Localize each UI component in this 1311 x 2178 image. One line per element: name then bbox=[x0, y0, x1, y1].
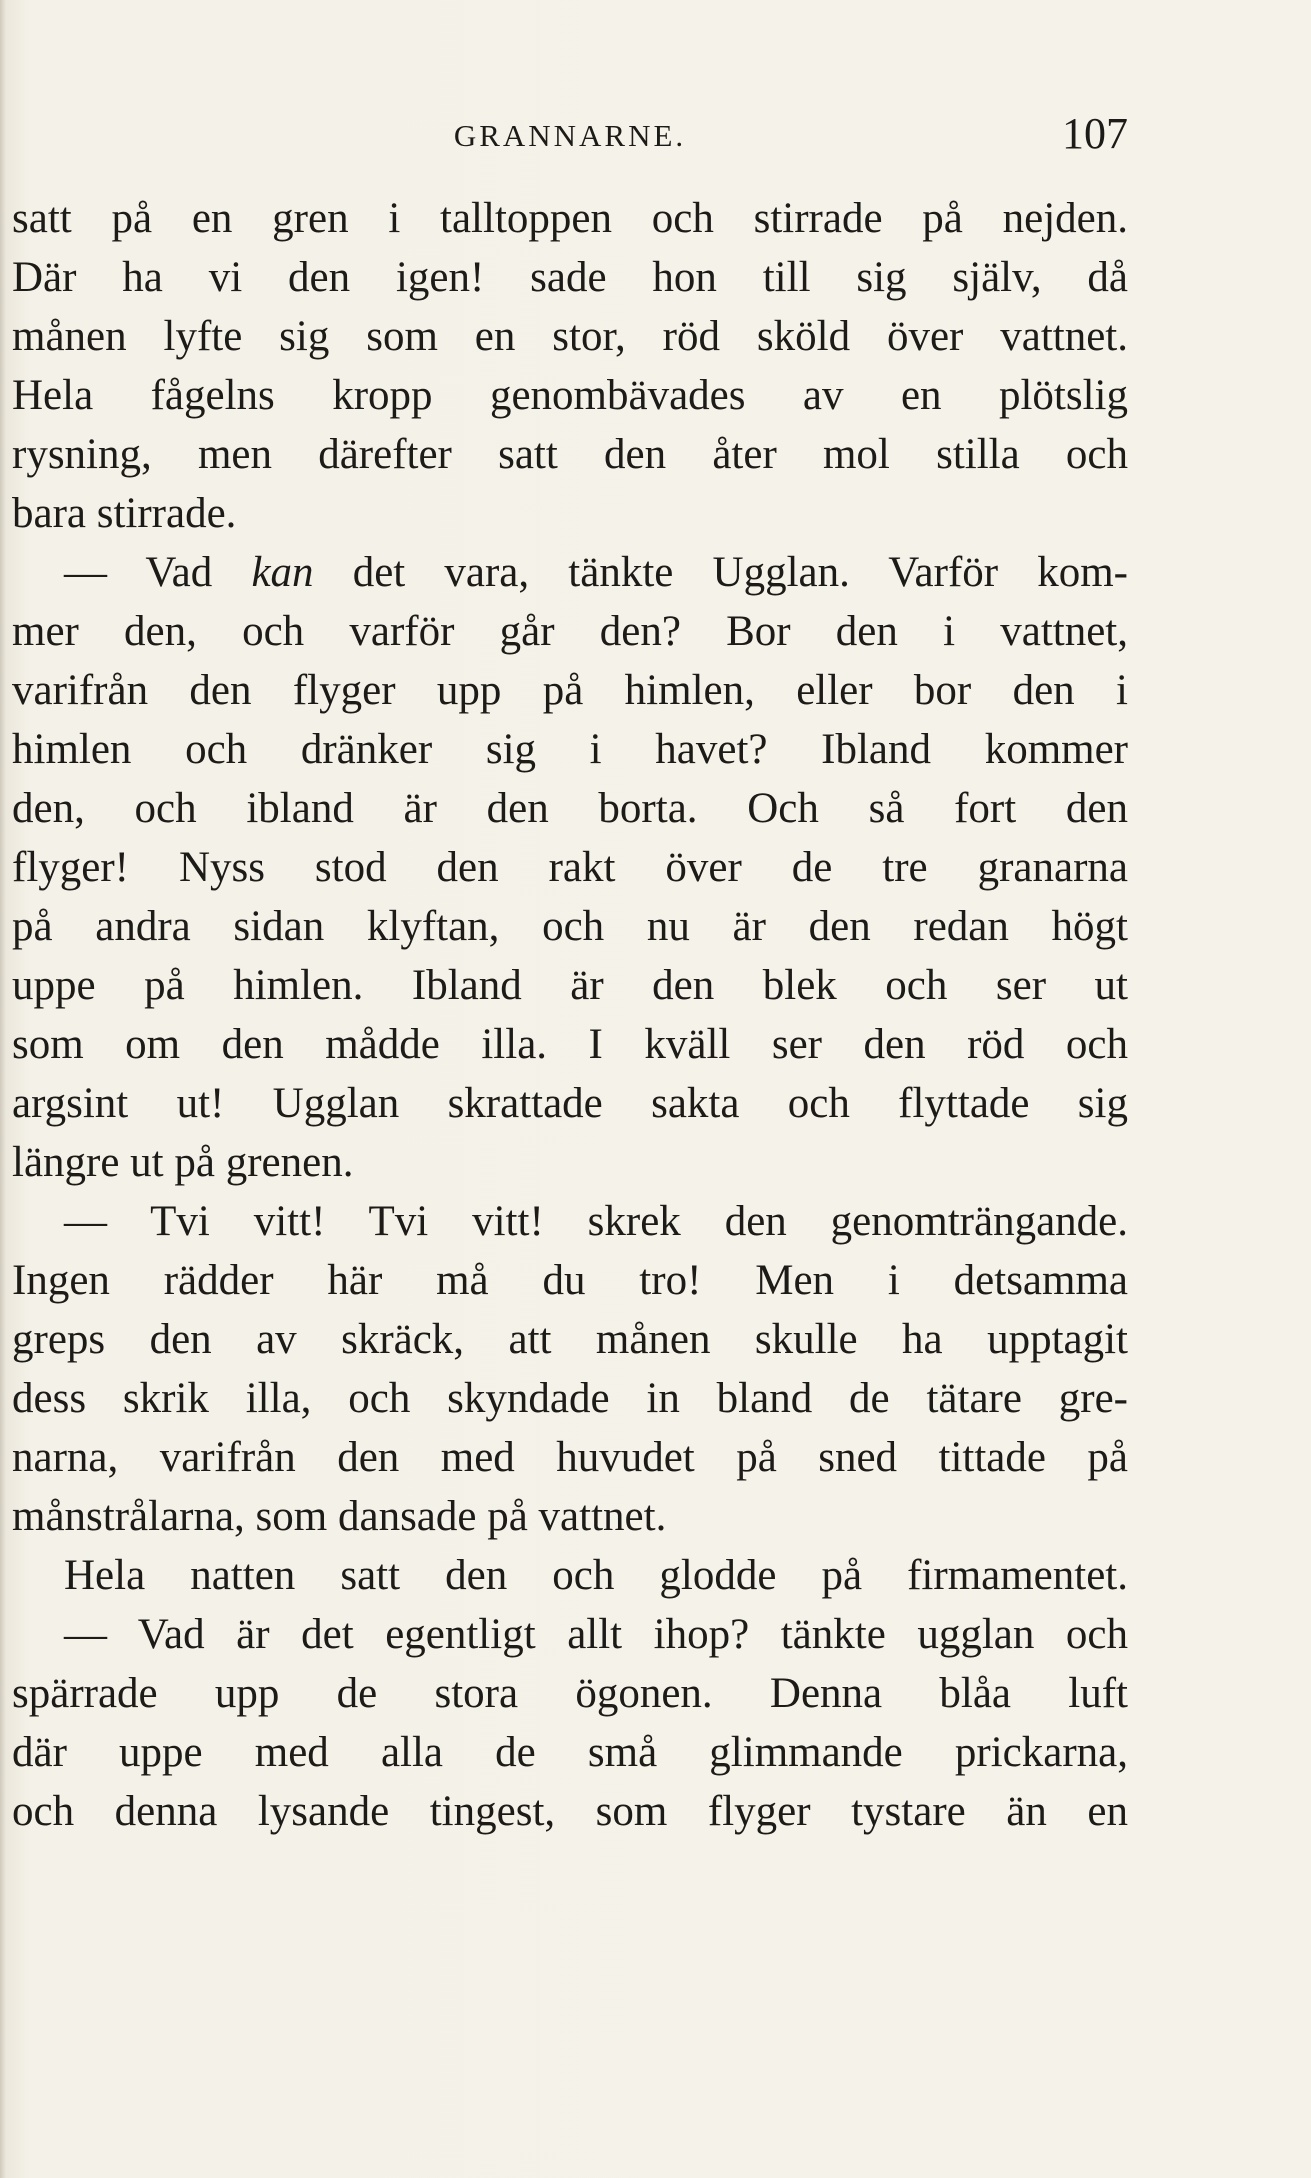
running-title: GRANNARNE. bbox=[453, 118, 687, 153]
text-line: varifrån den flyger upp på himlen, eller bor den i bbox=[12, 667, 1128, 714]
text-line: rysning, men därefter satt den åter mol stilla och bbox=[12, 431, 1128, 478]
text-line: månen lyfte sig som en stor, röd sköld över vattnet. bbox=[12, 313, 1128, 360]
text-line: uppe på himlen. Ibland är den blek och ser ut bbox=[12, 962, 1128, 1009]
text-line: månstrålarna, som dansade på vattnet. bbox=[12, 1493, 667, 1540]
text-line: Ingen rädder här må du tro! Men i detsamma bbox=[12, 1257, 1128, 1304]
text-line: Där ha vi den igen! sade hon till sig själv, då bbox=[12, 254, 1128, 301]
text-line: som om den mådde illa. I kväll ser den röd och bbox=[12, 1021, 1128, 1068]
text-line: Hela fågelns kropp genombävades av en plötslig bbox=[12, 372, 1128, 419]
text-line: och denna lysande tingest, som flyger tystare än en bbox=[12, 1788, 1128, 1835]
text-line: längre ut på grenen. bbox=[12, 1139, 354, 1186]
text-line: greps den av skräck, att månen skulle ha upptagit bbox=[12, 1316, 1128, 1363]
text-line: dess skrik illa, och skyndade in bland de tätare gre- bbox=[12, 1375, 1128, 1422]
emphasized-word: kan bbox=[251, 549, 314, 596]
text-line: på andra sidan klyftan, och nu är den redan högt bbox=[12, 903, 1128, 950]
text-line: narna, varifrån den med huvudet på sned tittade på bbox=[12, 1434, 1128, 1481]
text-line: flyger! Nyss stod den rakt över de tre granarna bbox=[12, 844, 1128, 891]
text-line: spärrade upp de stora ögonen. Denna blåa luft bbox=[12, 1670, 1128, 1717]
text-line: himlen och dränker sig i havet? Ibland kommer bbox=[12, 726, 1128, 773]
text-line: bara stirrade. bbox=[12, 490, 237, 537]
text-line: där uppe med alla de små glimmande prickarna, bbox=[12, 1729, 1128, 1776]
body-text bbox=[12, 189, 1128, 1841]
page-binding-edge bbox=[0, 0, 6, 2178]
text-line: mer den, och varför går den? Bor den i vattnet, bbox=[12, 608, 1128, 655]
text-line: argsint ut! Ugglan skrattade sakta och flyttade sig bbox=[12, 1080, 1128, 1127]
text-line: satt på en gren i talltoppen och stirrade på nejden. bbox=[12, 195, 1128, 242]
text-line bbox=[12, 543, 1128, 602]
text-segment: — Vad bbox=[64, 549, 213, 596]
text-line: den, och ibland är den borta. Och så fort den bbox=[12, 785, 1128, 832]
page-number: 107 bbox=[1062, 109, 1128, 158]
text-line: — Vad är det egentligt allt ihop? tänkte ugglan och bbox=[64, 1611, 1128, 1658]
text-segment: det vara, tänkte Ugglan. Varför kom- bbox=[352, 549, 1128, 596]
text-line: — Tvi vitt! Tvi vitt! skrek den genomträngande. bbox=[64, 1198, 1128, 1245]
running-head bbox=[12, 110, 1128, 160]
text-line: Hela natten satt den och glodde på firmamentet. bbox=[64, 1552, 1128, 1599]
